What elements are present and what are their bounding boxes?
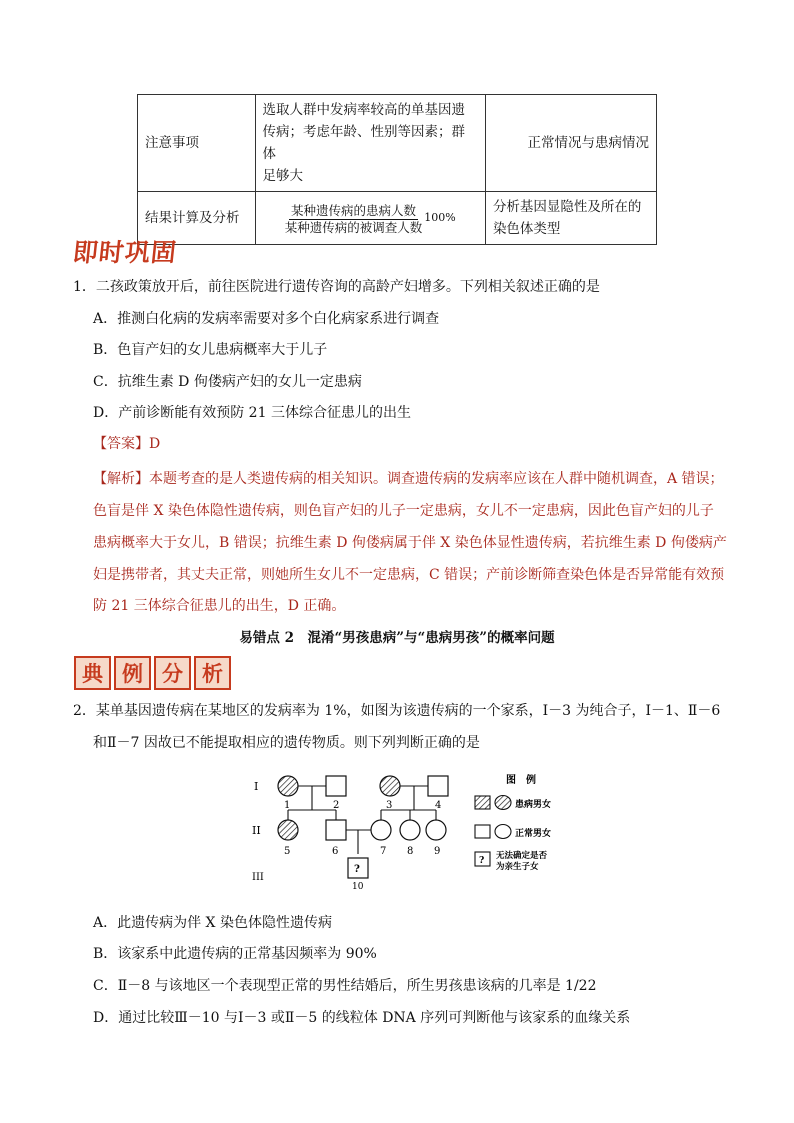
title-char: 分: [154, 656, 191, 690]
table-cell: 正常情况与患病情况: [485, 95, 656, 192]
legend-title: 图 例: [506, 775, 536, 786]
q1-analysis-line: 【解析】本题考查的是人类遗传病的相关知识。调查遗传病的发病率应该在人群中随机调查，A 错误；: [93, 471, 724, 487]
question-1-stem: 1．二孩政策放开后，前往医院进行遗传咨询的高龄产妇增多。下列相关叙述正确的是: [73, 279, 600, 295]
generation-label: II: [252, 824, 261, 837]
section-title-consolidate: 即时巩固: [71, 238, 179, 267]
generation-label: III: [252, 872, 264, 883]
table-row: [138, 95, 657, 192]
legend-label: 患病男女: [515, 800, 552, 810]
unknown-mark: ?: [479, 856, 485, 866]
individual-I-1-affected-female: [278, 776, 298, 796]
question-2-stem: 2．某单基因遗传病在某地区的发病率为 1%，如图为该遗传病的一个家系，Ⅰ－3 为纯合子，Ⅰ－1、Ⅱ－6: [73, 703, 721, 719]
legend-affected-female-icon: [495, 796, 511, 810]
individual-I-3-affected-female: [380, 776, 400, 796]
q1-answer: 【答案】D: [93, 436, 161, 452]
individual-I-2-normal-male: [326, 776, 346, 796]
formula-denominator: 某种遗传病的被调查人数: [284, 220, 423, 235]
error-point-title: 易错点 2 混淆“男孩患病”与“患病男孩”的概率问题: [239, 630, 555, 646]
q2-option-d: D．通过比较Ⅲ－10 与Ⅰ－3 或Ⅱ－5 的线粒体 DNA 序列可判断他与该家系的血缘关系: [93, 1010, 631, 1026]
individual-number: 3: [386, 800, 393, 811]
individual-number: 1: [284, 800, 291, 811]
q1-option-c: C．抗维生素 D 佝偻病产妇的女儿一定患病: [93, 374, 362, 390]
table-cell: 选取人群中发病率较高的单基因遗 传病；考虑年龄、性别等因素；群体 足够大: [255, 95, 485, 192]
question-2-stem-cont: 和Ⅱ－7 因故已不能提取相应的遗传物质。则下列判断正确的是: [93, 735, 480, 751]
legend-normal-female-icon: [495, 825, 511, 839]
individual-number: 6: [332, 846, 339, 857]
survey-table: [137, 94, 657, 245]
q1-analysis-line: 色盲是伴 X 染色体隐性遗传病，则色盲产妇的儿子一定患病，女儿不一定患病，因此色盲产妇的儿子: [93, 503, 714, 519]
pedigree-diagram: [248, 768, 578, 892]
legend-label: 正常男女: [515, 829, 552, 839]
formula-percent: 100%: [424, 210, 456, 224]
generation-label: I: [254, 780, 259, 793]
title-char: 例: [114, 656, 151, 690]
q1-analysis-line: 防 21 三体综合征患儿的出生，D 正确。: [93, 598, 346, 614]
individual-I-4-normal-male: [428, 776, 448, 796]
table-cell: 注意事项: [138, 95, 256, 192]
legend-affected-male-icon: [475, 796, 490, 809]
q1-option-d: D．产前诊断能有效预防 21 三体综合征患儿的出生: [93, 405, 411, 421]
legend-label: 为亲生子女: [496, 862, 539, 872]
individual-number: 4: [435, 800, 442, 811]
q1-option-a: A．推测白化病的发病率需要对多个白化病家系进行调查: [93, 311, 440, 327]
table-cell: 分析基因显隐性及所在的 染色体类型: [485, 192, 656, 245]
legend-label: 无法确定是否: [496, 851, 548, 861]
individual-number: 5: [284, 846, 291, 857]
formula-numerator: 某种遗传病的患病人数: [291, 203, 417, 218]
q2-option-c: C．Ⅱ－8 与该地区一个表现型正常的男性结婚后，所生男孩患该病的几率是 1/22: [93, 978, 597, 994]
individual-number: 2: [333, 800, 340, 811]
q1-analysis-line: 患病概率大于女儿，B 错误；抗维生素 D 佝偻病属于伴 X 染色体显性遗传病，若抗维生素 D 佝偻病产: [93, 535, 727, 551]
table-row: [138, 192, 657, 245]
formula: [285, 203, 456, 236]
section-title-example: [74, 656, 231, 690]
individual-II-9-normal-female: [426, 820, 446, 840]
q1-option-b: B．色盲产妇的女儿患病概率大于儿子: [93, 342, 328, 358]
q2-option-a: A．此遗传病为伴 X 染色体隐性遗传病: [93, 915, 332, 931]
individual-number: 8: [407, 846, 414, 857]
individual-II-5-affected-female: [278, 820, 298, 840]
individual-II-6-normal-male: [326, 820, 346, 840]
individual-number: 7: [380, 846, 387, 857]
individual-II-8-normal-female: [400, 820, 420, 840]
title-char: 典: [74, 656, 111, 690]
unknown-mark: ?: [354, 864, 360, 875]
individual-number: 9: [434, 846, 441, 857]
q2-option-b: B．该家系中此遗传病的正常基因频率为 90%: [93, 946, 377, 962]
legend-normal-male-icon: [475, 825, 490, 838]
table-cell: [255, 192, 485, 245]
table-cell: 结果计算及分析: [138, 192, 256, 245]
individual-II-7-normal-female: [371, 820, 391, 840]
title-char: 析: [194, 656, 231, 690]
q1-analysis-line: 妇是携带者，其丈夫正常，则她所生女儿不一定患病，C 错误；产前诊断筛查染色体是否异常能有效预: [93, 567, 725, 583]
individual-number: 10: [352, 882, 364, 892]
